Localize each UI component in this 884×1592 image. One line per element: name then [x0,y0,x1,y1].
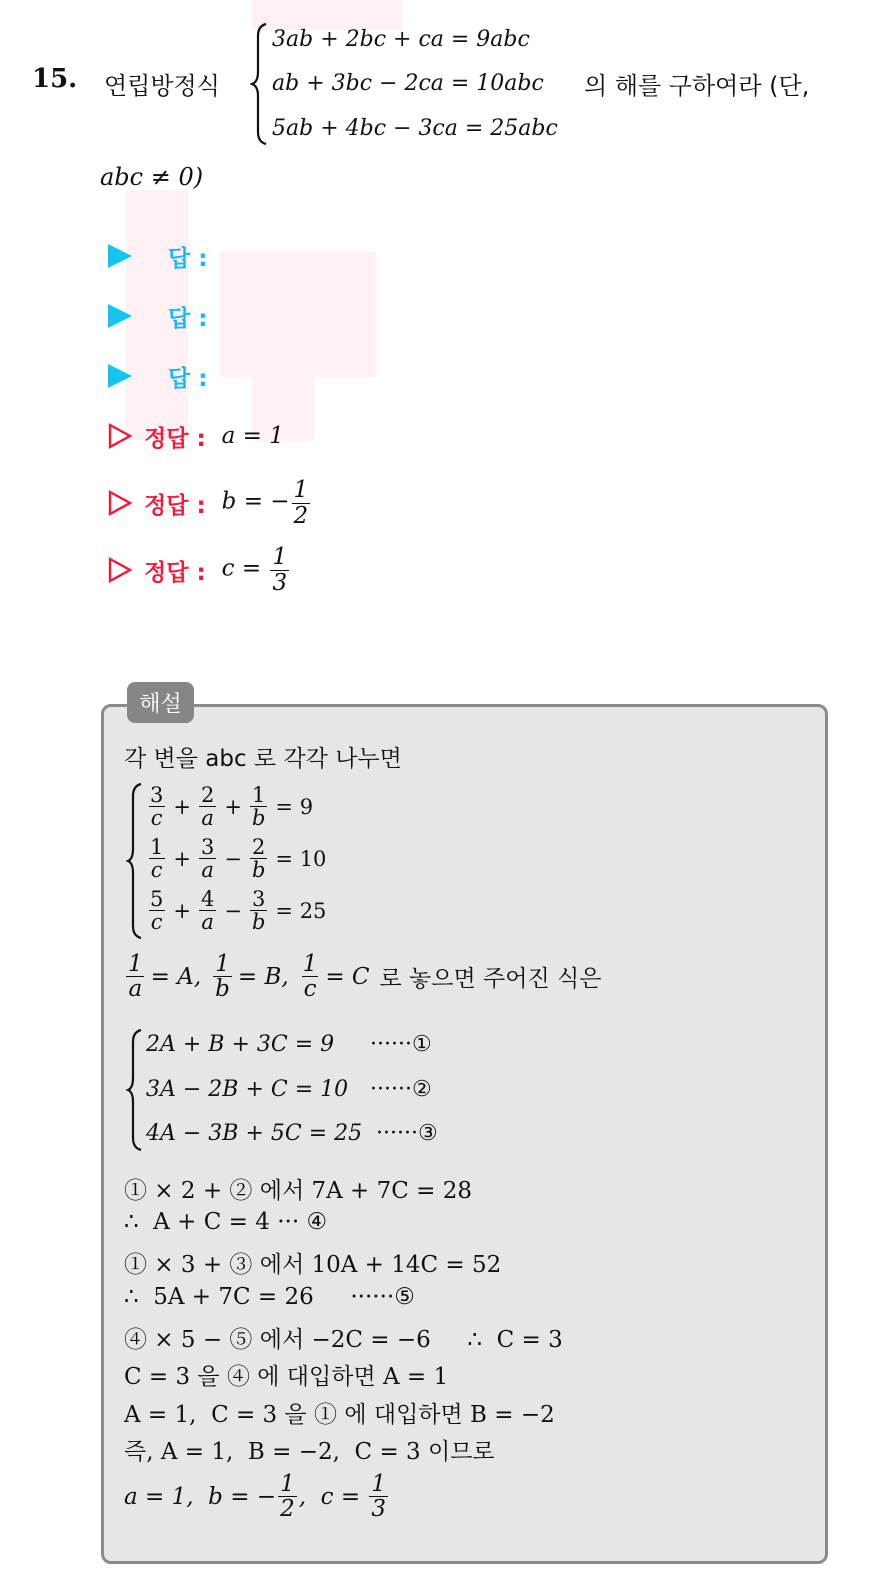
numerator: 4 [200,887,215,911]
denominator: 3 [272,569,288,596]
outline-triangle-icon [108,557,132,583]
solution-step: C = 3 을 ④ 에 대입하면 A = 1 [124,1364,449,1390]
fraction [126,952,145,1001]
fraction [213,952,232,1001]
answer-b-lhs: b = − [221,489,290,515]
numerator: 1 [252,783,266,807]
system1-row [146,888,326,933]
denominator: b [251,806,266,831]
subst-b: = B, [237,963,289,990]
question-suffix: 의 해를 구하여라 (단, [584,72,810,100]
denominator: c [150,858,163,883]
denominator: b [215,976,230,1003]
system2-equation: 2A + B + 3C = 9 [146,1032,335,1057]
denominator: 2 [293,502,309,529]
answer-blank-row [108,296,207,336]
solution-step: 즉, A = 1, B = −2, C = 3 이므로 [124,1439,495,1465]
question-condition: abc ≠ 0) [100,163,204,191]
fraction [278,1472,297,1521]
denominator: c [150,806,163,831]
subst-a: = A, [150,963,202,990]
denominator: a [128,976,143,1003]
numerator: 3 [252,887,266,911]
final-part1: a = 1, b = − [124,1483,277,1510]
numerator: 2 [200,783,215,807]
correct-answer-label: 정답 : [144,425,206,452]
question-equation-3: 5ab + 4bc − 3ca = 25abc [272,116,558,141]
system2-tag: ······③ [376,1121,438,1146]
denominator: 2 [280,1496,295,1523]
final-part2: , c = [298,1483,368,1510]
answer-a: a = 1 [221,423,284,449]
fraction [250,888,267,933]
solution-step: ① × 3 + ③ 에서 10A + 14C = 52 [124,1252,502,1278]
fraction [292,478,311,527]
system2-tag: ······② [370,1077,432,1102]
system1-row [146,784,313,829]
solution-step: ∴ A + C = 4 ··· ④ [124,1209,328,1235]
question-prefix: 연립방정식 [104,72,220,100]
fraction [199,836,216,881]
solution-intro: 각 변을 abc 로 각각 나누면 [124,746,402,772]
answer-blank-row [108,236,207,276]
numerator: 1 [128,951,143,977]
system2-equation: 3A − 2B + C = 10 [146,1077,349,1102]
question-equation-2: ab + 3bc − 2ca = 10abc [272,71,544,96]
correct-answer-label: 정답 : [144,492,206,519]
denominator: b [251,858,266,883]
solution-step: ∴ 5A + 7C = 26 ······⑤ [124,1284,415,1310]
system1-row [146,836,326,881]
solution-tag: 해설 [127,682,194,723]
numerator: 1 [280,1471,295,1497]
operator: + [173,898,191,923]
system2-equation: 4A − 3B + 5C = 25 [146,1121,363,1146]
solution-step: ④ × 5 − ⑤ 에서 −2C = −6 ∴ C = 3 [124,1327,563,1353]
numerator: 1 [215,951,230,977]
operator: − [224,846,242,871]
outline-triangle-icon [108,423,132,449]
numerator: 2 [252,835,266,859]
outline-triangle-icon [108,490,132,516]
denominator: a [201,806,214,831]
fraction [199,888,216,933]
fraction [250,836,267,881]
numerator: 1 [272,544,288,571]
numerator: 1 [293,477,309,504]
question-equation-1: 3ab + 2bc + ca = 9abc [272,27,530,52]
rhs: = 25 [275,898,327,923]
question-number: 15. [32,64,78,94]
fraction [270,545,289,594]
denominator: c [303,976,317,1003]
correct-answer-label: 정답 : [144,559,206,586]
denominator: 3 [371,1496,387,1523]
numerator: 3 [200,835,215,859]
play-triangle-icon [108,244,132,268]
play-triangle-icon [108,304,132,328]
solution-step: ① × 2 + ② 에서 7A + 7C = 28 [124,1178,473,1204]
correct-answer-row [108,416,284,456]
system1-brace [126,782,144,940]
denominator: c [150,910,163,935]
background-artifact [220,252,376,377]
subst-c: = C [325,963,370,990]
substitution-line [124,952,601,1001]
operator: + [224,794,242,819]
system2-tag: ······① [370,1032,432,1057]
numerator: 1 [371,1471,387,1497]
denominator: b [251,910,266,935]
answer-label: 답 : [168,305,208,332]
answer-c [222,545,291,594]
fraction [369,1472,388,1521]
numerator: 3 [150,783,164,807]
denominator: a [201,910,214,935]
answer-c-lhs: c = [221,556,269,582]
fraction [250,784,267,829]
answer-label: 답 : [168,245,208,272]
numerator: 1 [302,951,318,977]
operator: + [173,846,191,871]
fraction [148,784,165,829]
final-answer-line [124,1472,390,1521]
answer-b [222,478,313,527]
fraction [199,784,216,829]
numerator: 5 [150,887,164,911]
answer-blank-row [108,356,207,396]
operator: − [224,898,242,923]
solution-step: A = 1, C = 3 을 ① 에 대입하면 B = −2 [124,1402,555,1428]
background-artifact [252,0,402,30]
answer-label: 답 : [168,365,208,392]
numerator: 1 [150,835,164,859]
operator: + [173,794,191,819]
rhs: = 9 [275,794,314,819]
fraction [301,952,320,1001]
denominator: a [201,858,214,883]
fraction [148,836,165,881]
system2-brace [126,1028,144,1152]
correct-answer-row [108,478,312,528]
fraction [148,888,165,933]
correct-answer-row [108,545,291,595]
play-triangle-icon [108,364,132,388]
subst-text: 로 놓으면 주어진 식은 [379,966,602,993]
system-brace [250,22,270,146]
rhs: = 10 [275,846,327,871]
